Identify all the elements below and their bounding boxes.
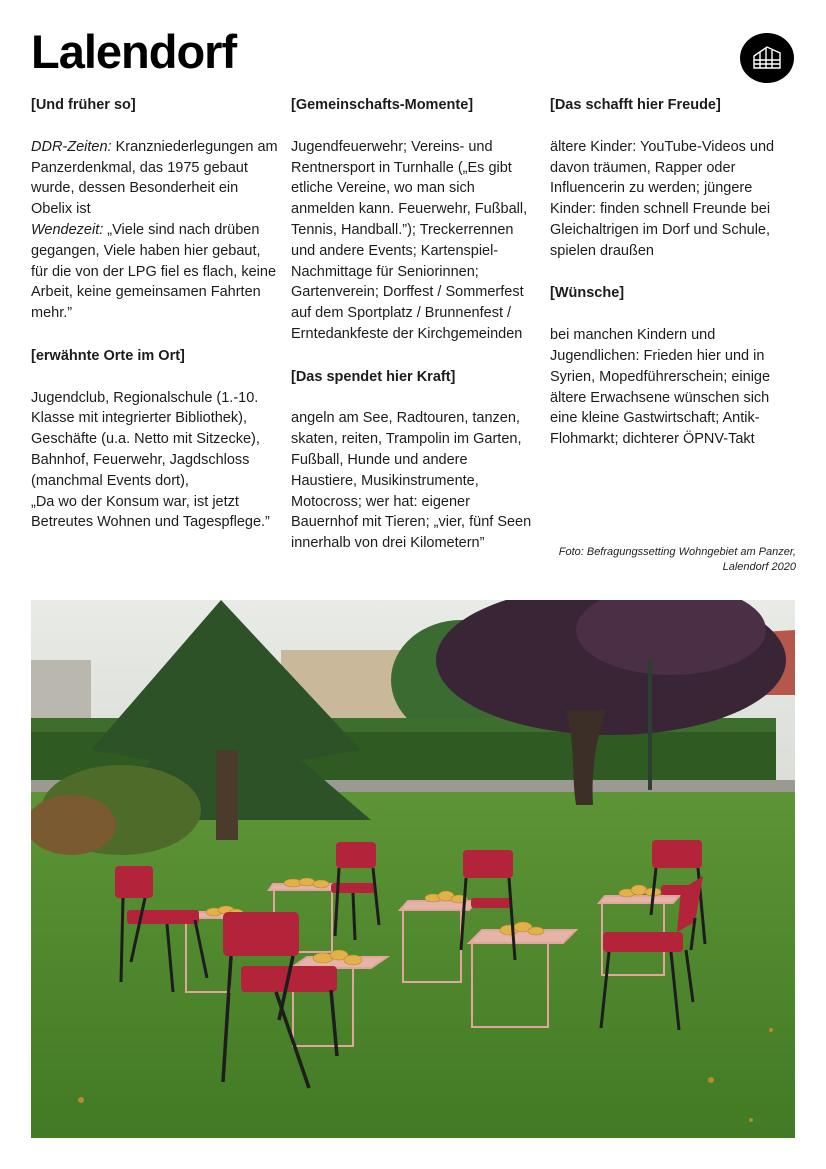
history-wende-text: „Viele sind nach drüben gegangen, Viele haben hier gebaut, für die von der LPG fiel es flach, keine Arbeit, keine gemeinsamen Fahrten mehr.”: [31, 221, 277, 322]
page-title: Lalendorf: [31, 25, 237, 78]
heading-strength: [Das spendet hier Kraft]: [291, 368, 456, 385]
heading-wishes: [Wünsche]: [550, 285, 625, 302]
places-text: [31, 388, 281, 534]
caption-line-1: Foto: Befragungssetting Wohngebiet am Panzer,: [558, 546, 796, 558]
caption-line-2: Lalendorf 2020: [722, 561, 796, 573]
column-joy: [550, 94, 790, 471]
wishes-text: bei manchen Kindern und Jugendlichen: Frieden hier und in Syrien, Mopedführerschein; einige ältere Erwachsene wünschen sich eine kleine Gastwirtschaft; Antik-Flohmarkt; dichterer ÖPNV-Takt: [550, 327, 771, 448]
history-wende-label: Wendezeit:: [31, 221, 104, 238]
column-community: [291, 94, 537, 575]
places-quote: „Da wo der Konsum war, ist jetzt Betreutes Wohnen und Tagespflege.”: [31, 493, 270, 531]
house-grid-icon: [751, 44, 783, 72]
heading-joy: [Das schafft hier Freude]: [550, 97, 721, 113]
photo-scene: [31, 600, 795, 1138]
strength-text: angeln am See, Radtouren, tanzen, skaten, reiten, Trampolin im Garten, Fußball, Hunde und andere Haustiere, Musikinstrumente, Motocross; wer hat: eigener Bauernhof mit Tieren; „vier, fünf Seen innerhalb von drei Kilometern”: [291, 410, 532, 552]
history-text: [31, 137, 281, 324]
joy-text: ältere Kinder: YouTube-Videos und davon träumen, Rapper oder Influencerin zu werden; jüngere Kinder: finden schnell Freunde bei Gleichaltrigen im Dorf und Schule, spielen draußen: [550, 138, 775, 259]
history-ddr-text: Kranzniederlegungen am Panzerdenkmal, das 1975 gebaut wurde, dessen Besonderheit ein Obelix ist: [31, 138, 278, 218]
photo: [31, 600, 795, 1138]
logo: [740, 33, 794, 83]
heading-places: [erwähnte Orte im Ort]: [31, 347, 185, 364]
heading-community: [Gemeinschafts-Momente]: [291, 97, 474, 113]
heading-history: [Und früher so]: [31, 97, 136, 113]
places-list: Jugendclub, Regionalschule (1.-10. Klasse mit integrierter Bibliothek), Geschäfte (u.a. Netto mit Sitzecke), Bahnhof, Feuerwehr, Jagdschloss (manchmal Events dort),: [31, 389, 260, 489]
community-text: Jugendfeuerwehr; Vereins- und Rentnersport in Turnhalle („Es gibt etliche Vereine, wo man sich anmelden kann. Feuerwehr, Fußball, Tennis, Handball.”); Treckerrennen und andere Events; Kartenspiel-Nachmittage für Seniorinnen; Gartenverein; Dorffest / Sommerfest auf dem Sportplatz / Brunnenfest / Erntedankfeste der Kirchgemeinden: [291, 138, 528, 342]
history-ddr-label: DDR-Zeiten:: [31, 138, 112, 155]
photo-caption: [559, 545, 796, 575]
column-history: [31, 94, 281, 554]
